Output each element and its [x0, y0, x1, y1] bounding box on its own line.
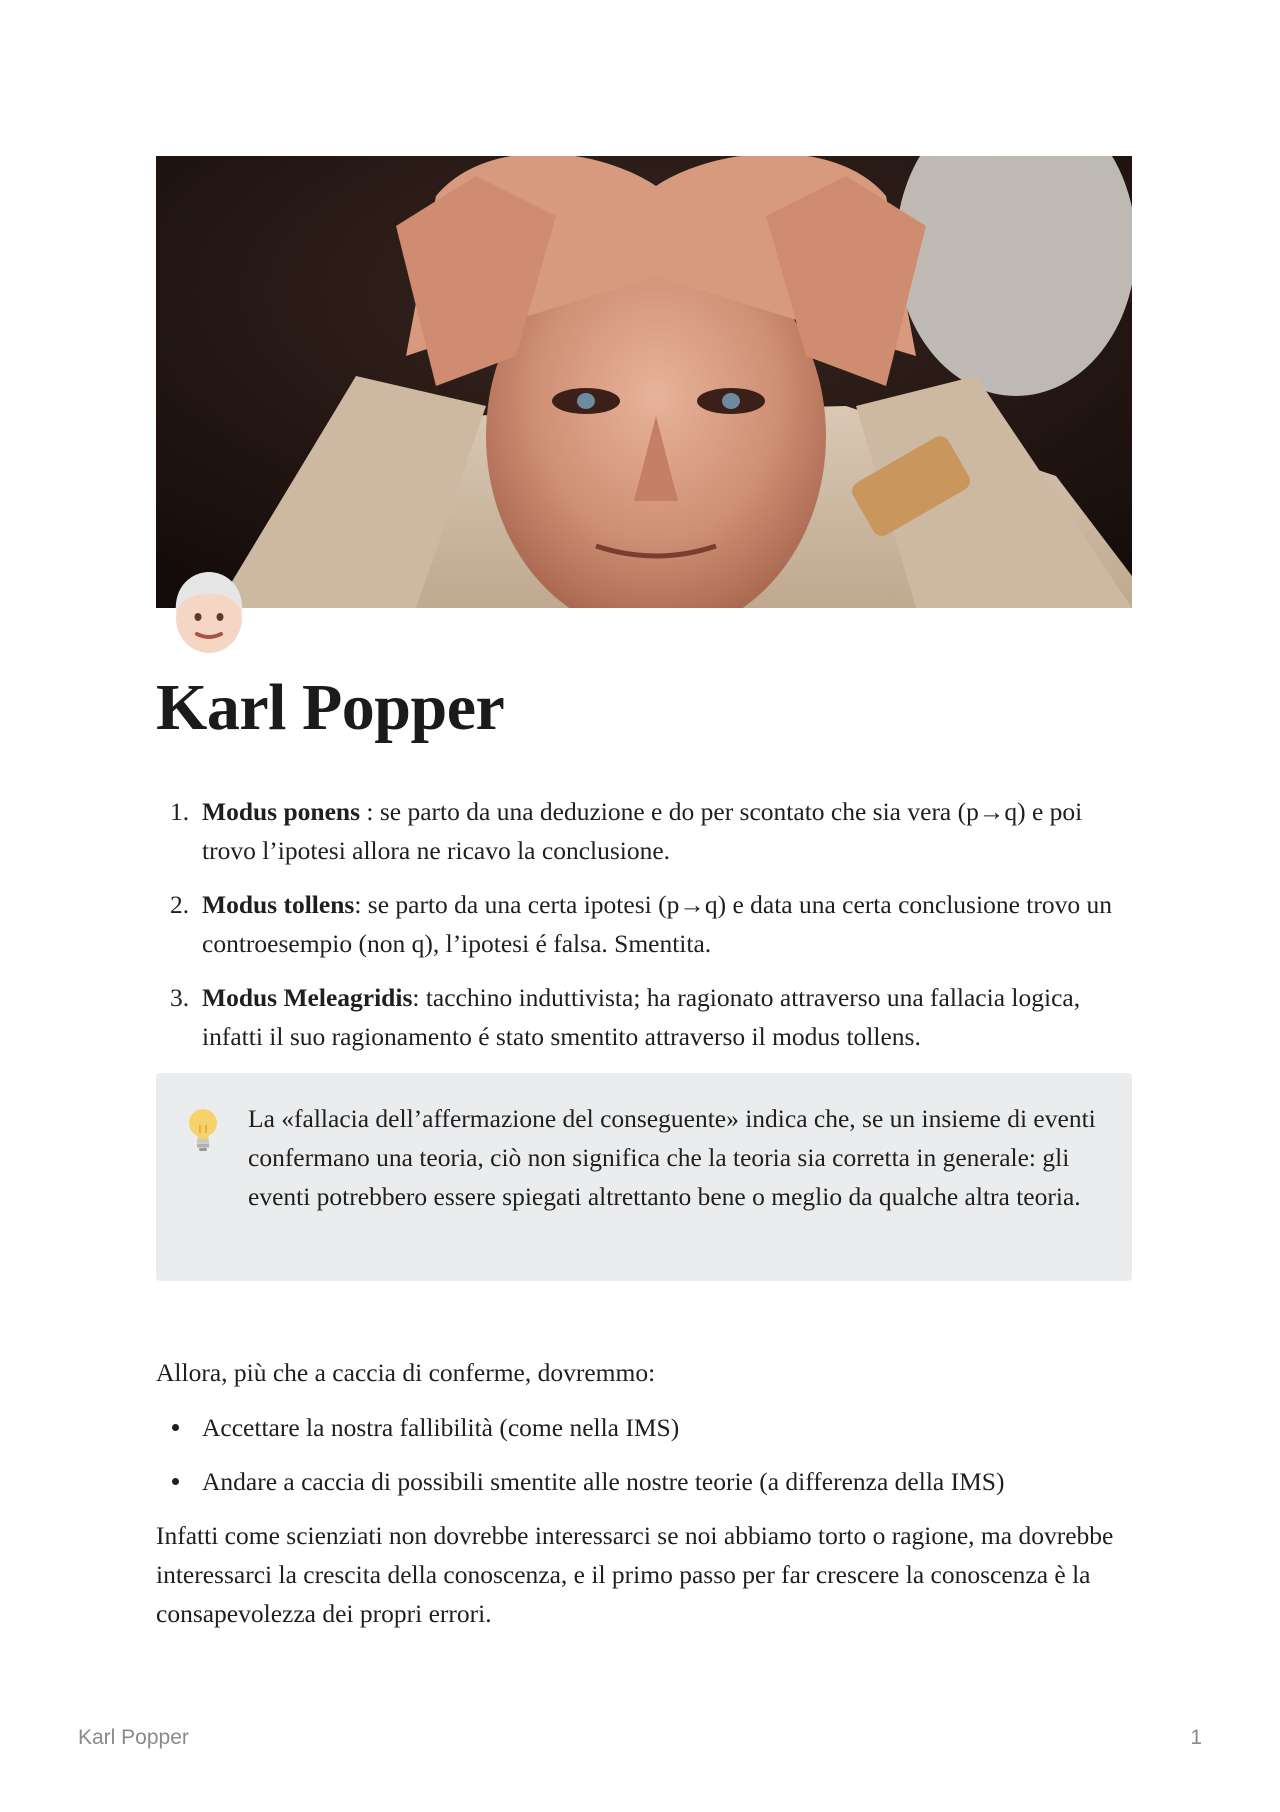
list-item	[156, 885, 1132, 963]
list-item	[156, 792, 1132, 870]
bullet-item: Andare a caccia di possibili smentite alle nostre teorie (a differenza della IMS)	[156, 1462, 1132, 1501]
numbered-list	[156, 792, 1132, 1056]
list-text: : se parto da una deduzione e do per scontato che sia vera (p→q) e poi trovo l’ipotesi allora ne ricavo la conclusione.	[202, 797, 1083, 865]
list-text: : se parto da una certa ipotesi (p→q) e data una certa conclusione trovo un controesempio (non q), l’ipotesi é falsa. Smentita.	[202, 890, 1112, 958]
list-text: : tacchino induttivista; ha ragionato attraverso una fallacia logica, infatti il suo ragionamento é stato smentito attraverso il modus tollens.	[202, 983, 1081, 1051]
footer-title: Karl Popper	[78, 1726, 189, 1749]
list-number: 2.	[170, 890, 190, 919]
callout-box	[156, 1073, 1132, 1281]
light-bulb-icon	[186, 1107, 220, 1153]
page-footer	[78, 1726, 1202, 1750]
list-item	[156, 978, 1132, 1056]
list-number: 1.	[170, 797, 190, 826]
page-title: Karl Popper	[156, 671, 505, 744]
bulleted-list	[156, 1408, 1132, 1501]
bullet-item: Accettare la nostra fallibilità (come nella IMS)	[156, 1408, 1132, 1447]
intro-paragraph: Allora, più che a caccia di conferme, dovremmo:	[156, 1358, 656, 1387]
page-icon[interactable]	[170, 570, 248, 656]
cover-image	[156, 156, 1132, 608]
final-paragraph: Infatti come scienziati non dovrebbe interessarci se noi abbiamo torto o ragione, ma dovrebbe interessarci la crescita della conoscenza, e il primo passo per far crescere la conoscenza è la consapevolezza dei propri errori.	[156, 1521, 1114, 1628]
list-term: Modus tollens	[202, 890, 355, 919]
list-term: Modus Meleagridis	[202, 983, 413, 1012]
old-man-emoji-icon	[170, 570, 248, 656]
list-term: Modus ponens	[202, 797, 361, 826]
list-number: 3.	[170, 983, 190, 1012]
portrait-photo	[156, 156, 1132, 608]
page-number: 1	[1190, 1726, 1202, 1749]
callout-text: La «fallacia dell’affermazione del conseguente» indica che, se un insieme di eventi confermano una teoria, ciò non significa che la teoria sia corretta in generale: gli eventi potrebbero essere spiegati altrettanto bene o meglio da qualche altra teoria.	[248, 1104, 1096, 1211]
page-content	[156, 792, 1132, 1633]
